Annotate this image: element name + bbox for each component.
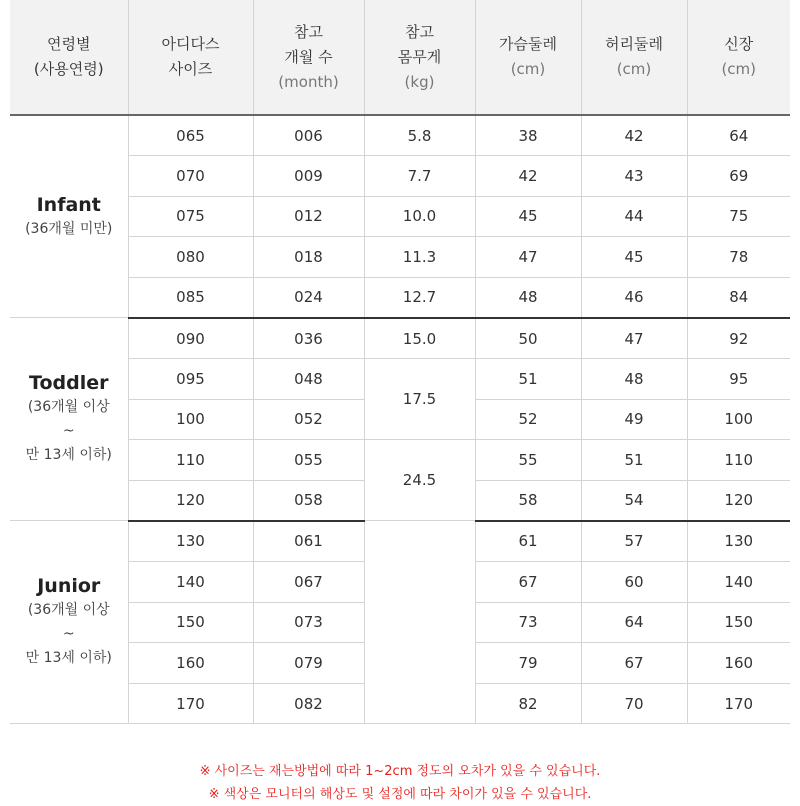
cell-month: 061 [253,521,364,562]
cell-chest: 47 [475,237,581,278]
cell-height: 78 [687,237,790,278]
header-height: 신장 (cm) [687,0,790,115]
cell-weight: 15.0 [364,318,475,359]
cell-chest: 73 [475,602,581,643]
age-group-infant [10,115,128,318]
cell-size: 090 [128,318,253,359]
cell-waist: 47 [581,318,687,359]
cell-height: 100 [687,399,790,440]
cell-waist: 64 [581,602,687,643]
cell-size: 085 [128,277,253,318]
header-waist: 허리둘레 (cm) [581,0,687,115]
cell-height: 140 [687,562,790,603]
cell-month: 036 [253,318,364,359]
cell-waist: 70 [581,683,687,724]
cell-weight [364,521,475,724]
cell-chest: 58 [475,480,581,521]
cell-month: 009 [253,156,364,197]
age-group-toddler [10,318,128,521]
age-group-range: (36개월 이상 [27,399,110,416]
cell-chest: 48 [475,277,581,318]
cell-size: 160 [128,643,253,684]
header-chest: 가슴둘레 (cm) [475,0,581,115]
cell-chest: 82 [475,683,581,724]
cell-height: 160 [687,643,790,684]
table-row [10,115,790,156]
cell-month: 058 [253,480,364,521]
cell-month: 079 [253,643,364,684]
age-group-name: Junior [37,575,101,598]
cell-weight: 11.3 [364,237,475,278]
size-notes [0,760,800,806]
table-row [10,318,790,359]
cell-waist: 60 [581,562,687,603]
header-age: 연령별 (사용연령) [10,0,128,115]
cell-size: 070 [128,156,253,197]
cell-size: 170 [128,683,253,724]
cell-waist: 48 [581,359,687,400]
cell-weight: 5.8 [364,115,475,156]
size-chart-table [10,0,790,724]
cell-weight: 7.7 [364,156,475,197]
cell-chest: 51 [475,359,581,400]
age-group-junior [10,521,128,724]
cell-month: 006 [253,115,364,156]
cell-height: 130 [687,521,790,562]
age-group-name: Infant [36,193,101,216]
cell-weight: 10.0 [364,196,475,237]
note-color: ※ 색상은 모니터의 해상도 및 설정에 따라 차이가 있을 수 있습니다. [208,787,592,802]
cell-chest: 79 [475,643,581,684]
header-month: 참고 개월 수 (month) [253,0,364,115]
cell-size: 100 [128,399,253,440]
age-group-range: ~ [62,626,75,643]
cell-waist: 51 [581,440,687,481]
cell-chest: 45 [475,196,581,237]
cell-month: 048 [253,359,364,400]
cell-size: 065 [128,115,253,156]
cell-waist: 49 [581,399,687,440]
cell-chest: 52 [475,399,581,440]
cell-month: 018 [253,237,364,278]
cell-height: 110 [687,440,790,481]
cell-size: 130 [128,521,253,562]
header-weight: 참고 몸무게 (kg) [364,0,475,115]
cell-chest: 50 [475,318,581,359]
cell-height: 75 [687,196,790,237]
cell-chest: 61 [475,521,581,562]
cell-month: 082 [253,683,364,724]
cell-size: 140 [128,562,253,603]
cell-weight: 12.7 [364,277,475,318]
cell-waist: 44 [581,196,687,237]
cell-waist: 42 [581,115,687,156]
cell-size: 075 [128,196,253,237]
age-group-name: Toddler [29,372,109,395]
cell-waist: 57 [581,521,687,562]
cell-chest: 55 [475,440,581,481]
age-group-range: (36개월 미만) [25,220,113,237]
cell-month: 055 [253,440,364,481]
cell-month: 024 [253,277,364,318]
cell-size: 150 [128,602,253,643]
cell-waist: 54 [581,480,687,521]
cell-month: 052 [253,399,364,440]
cell-chest: 67 [475,562,581,603]
cell-size: 120 [128,480,253,521]
header-size: 아디다스 사이즈 [128,0,253,115]
cell-chest: 38 [475,115,581,156]
age-group-range: 만 13세 이하) [25,650,112,667]
age-group-range: 만 13세 이하) [25,447,112,464]
header-row [10,0,790,115]
cell-chest: 42 [475,156,581,197]
cell-height: 150 [687,602,790,643]
cell-waist: 67 [581,643,687,684]
cell-waist: 45 [581,237,687,278]
cell-height: 64 [687,115,790,156]
cell-waist: 46 [581,277,687,318]
cell-size: 095 [128,359,253,400]
cell-waist: 43 [581,156,687,197]
cell-month: 067 [253,562,364,603]
table-row [10,521,790,562]
cell-height: 95 [687,359,790,400]
cell-height: 92 [687,318,790,359]
note-measurement: ※ 사이즈는 재는방법에 따라 1~2cm 정도의 오차가 있을 수 있습니다. [199,764,601,779]
age-group-range: ~ [62,423,75,440]
cell-height: 170 [687,683,790,724]
cell-size: 110 [128,440,253,481]
cell-height: 69 [687,156,790,197]
cell-weight: 24.5 [364,440,475,521]
age-group-range: (36개월 이상 [27,602,110,619]
cell-size: 080 [128,237,253,278]
cell-weight: 17.5 [364,359,475,440]
cell-month: 073 [253,602,364,643]
cell-height: 84 [687,277,790,318]
cell-height: 120 [687,480,790,521]
cell-month: 012 [253,196,364,237]
